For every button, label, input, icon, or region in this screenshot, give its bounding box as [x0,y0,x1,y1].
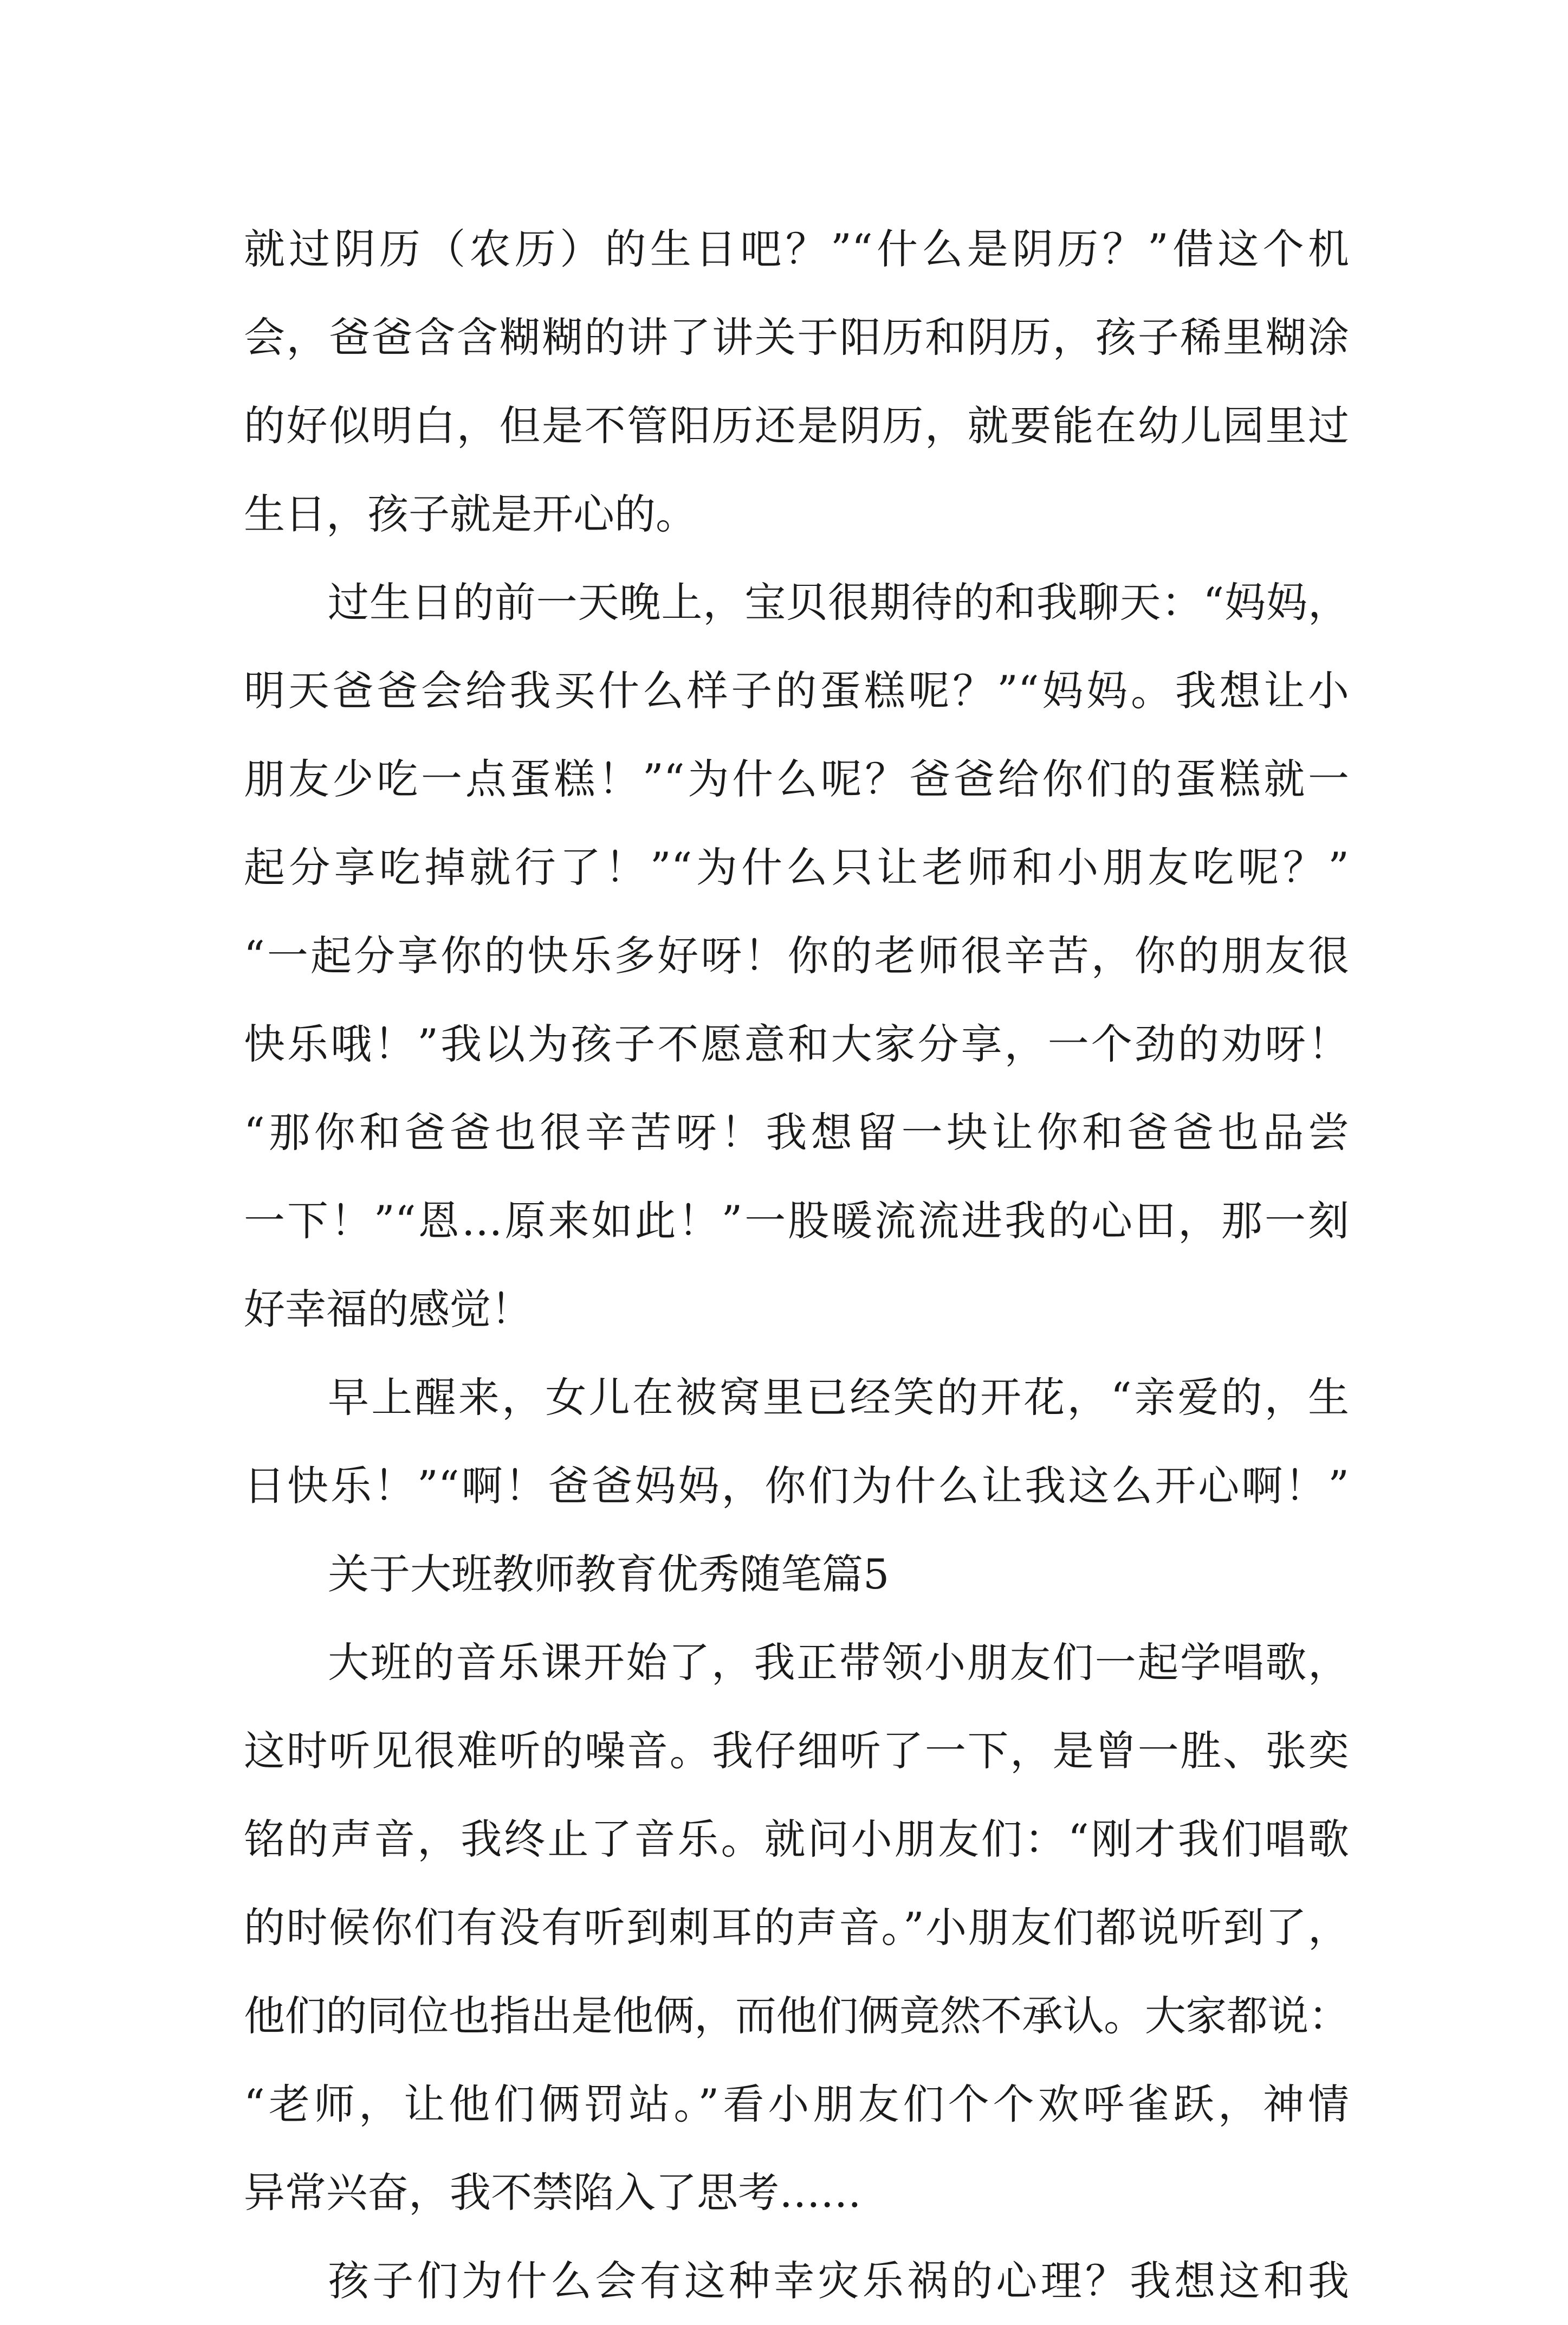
text-line: 这时听见很难听的噪音。我仔细听了一下，是曾一胜、张奕 [244,1727,1349,1775]
text-line: “老师，让他们俩罚站。”看小朋友们个个欢呼雀跃，神情 [244,2080,1349,2128]
text-line: 起分享吃掉就行了！”“为什么只让老师和小朋友吃呢？” [244,843,1349,892]
text-line: 的好似明白，但是不管阳历还是阴历，就要能在幼儿园里过 [244,402,1349,450]
text-line: 异常兴奋，我不禁陷入了思考…… [244,2168,861,2217]
document-page [244,205,1349,2325]
text-line: 的时候你们有没有听到刺耳的声音。”小朋友们都说听到了， [244,1903,1349,1952]
text-line: 明天爸爸会给我买什么样子的蛋糕呢？”“妈妈。我想让小 [244,667,1349,715]
text-line: “那你和爸爸也很辛苦呀！我想留一块让你和爸爸也品尝 [244,1108,1349,1157]
paragraph-start-line: 早上醒来，女儿在被窝里已经笑的开花，“亲爱的，生 [328,1373,1349,1422]
text-line: 就过阴历（农历）的生日吧？”“什么是阴历？”借这个机 [244,225,1349,273]
text-line: 生日，孩子就是开心的。 [244,490,697,538]
text-line: 一下！”“恩…原来如此！”一股暖流流进我的心田，那一刻 [244,1197,1349,1245]
text-line: 他们的同位也指出是他俩，而他们俩竟然不承认。大家都说： [244,1992,1349,2040]
section-heading: 关于大班教师教育优秀随笔篇5 [328,1550,890,1598]
paragraph-start-line: 孩子们为什么会有这种幸灾乐祸的心理？我想这和我 [328,2257,1349,2305]
text-line: 好幸福的感觉！ [244,1285,532,1333]
text-line: 铭的声音，我终止了音乐。就问小朋友们：“刚才我们唱歌 [244,1815,1349,1863]
paragraph-start-line: 过生日的前一天晚上，宝贝很期待的和我聊天：“妈妈， [328,578,1349,627]
text-line: 快乐哦！”我以为孩子不愿意和大家分享，一个劲的劝呀！ [244,1020,1349,1068]
paragraph-start-line: 大班的音乐课开始了，我正带领小朋友们一起学唱歌， [328,1638,1349,1687]
text-line: “一起分享你的快乐多好呀！你的老师很辛苦，你的朋友很 [244,932,1349,980]
text-line: 朋友少吃一点蛋糕！”“为什么呢？爸爸给你们的蛋糕就一 [244,755,1349,803]
text-line: 日快乐！”“啊！爸爸妈妈，你们为什么让我这么开心啊！” [244,1462,1349,1510]
text-line: 会，爸爸含含糊糊的讲了讲关于阳历和阴历，孩子稀里糊涂 [244,313,1349,361]
